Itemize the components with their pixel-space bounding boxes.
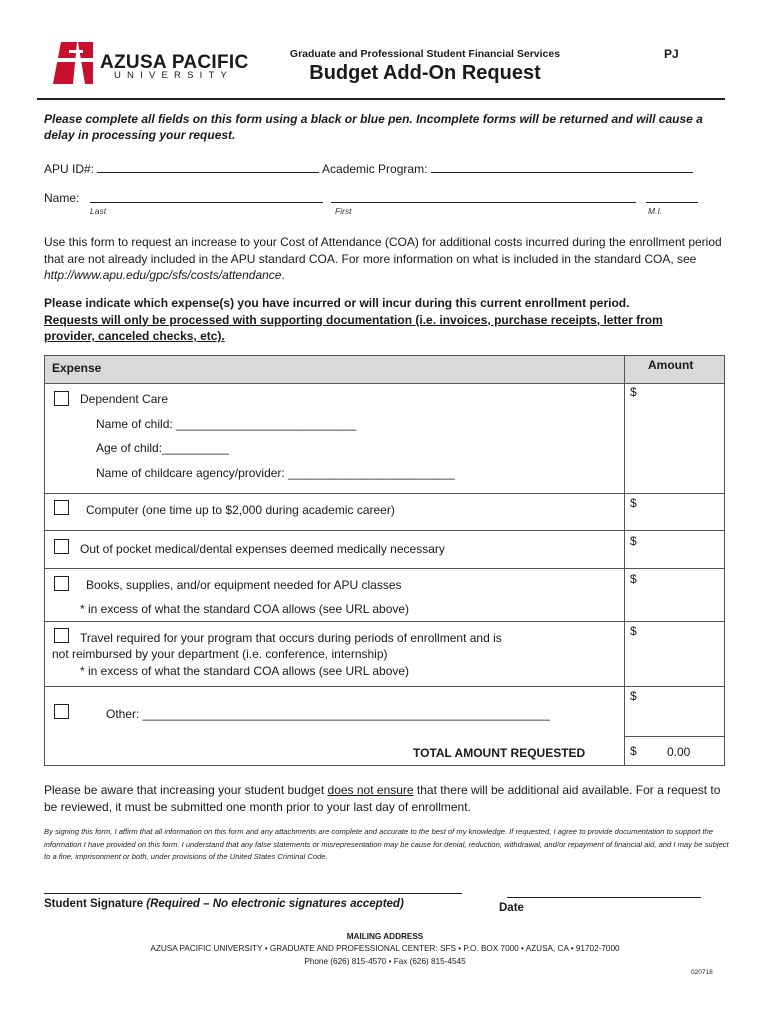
medical-checkbox[interactable] xyxy=(54,539,69,554)
intro-instructions: Please complete all fields on this form using a black or blue pen. Incomplete forms will be returned and will cause a delay in processing your request. xyxy=(44,112,703,142)
books-label: Books, supplies, and/or equipment needed for APU classes xyxy=(86,578,402,592)
books-checkbox[interactable] xyxy=(54,576,69,591)
coa-url: http://www.apu.edu/gpc/sfs/costs/attendance xyxy=(44,268,282,282)
notice-post: that there will be additional aid available. For a request to be reviewed, it must be submitted one month prior to your last day of enrollment. xyxy=(44,783,721,814)
signature-line[interactable] xyxy=(44,893,462,894)
total-currency: $ xyxy=(630,744,637,758)
signature-label: Student Signature xyxy=(44,898,144,910)
computer-amount[interactable]: $ xyxy=(630,496,637,510)
department-name: Graduate and Professional Student Financial Services xyxy=(289,48,561,60)
travel-note: * in excess of what the standard COA allows (see URL above) xyxy=(80,664,410,678)
total-value: 0.00 xyxy=(667,745,691,759)
table-header xyxy=(44,355,725,384)
travel-checkbox[interactable] xyxy=(54,628,69,643)
apu-id-label: APU ID#: xyxy=(44,162,95,176)
legal-affirmation: By signing this form, I affirm that all information on this form and any attachments are complete and accurate to the best of my knowledge. If requested, I agree to provide documentation to support the information I have provided on this form. I understand that any false statements or misrepresentation may be cause for denial, reduction, withdrawal, and/or repayment of financial aid, and I may be subject to a fine, imprisonment or both, under provisions of the United States Criminal Code. xyxy=(44,827,729,861)
books-note: * in excess of what the standard COA allows (see URL above) xyxy=(80,602,410,616)
mailing-address: AZUSA PACIFIC UNIVERSITY • GRADUATE AND PROFESSIONAL CENTER: SFS • P.O. BOX 7000 • AZUSA, CA • 91702-7000 xyxy=(150,944,620,953)
coa-info xyxy=(44,234,724,284)
signature-caption xyxy=(44,898,404,910)
header-divider xyxy=(37,98,725,100)
middle-initial-field[interactable] xyxy=(646,191,698,203)
other-line[interactable]: Other: _____________________________________________________________ xyxy=(106,707,550,721)
last-name-field[interactable] xyxy=(90,191,323,203)
first-name-field[interactable] xyxy=(331,191,636,203)
date-label: Date xyxy=(499,902,524,914)
col-amount: Amount xyxy=(648,358,694,372)
first-label: First xyxy=(335,206,352,216)
total-divider xyxy=(624,736,725,737)
medical-label: Out of pocket medical/dental expenses deemed medically necessary xyxy=(80,542,445,556)
row-divider xyxy=(44,568,725,569)
date-line[interactable] xyxy=(507,897,701,898)
row-divider xyxy=(44,530,725,531)
name-label: Name: xyxy=(44,191,80,205)
program-label: Academic Program: xyxy=(322,162,428,176)
travel-label-1: Travel required for your program that occurs during periods of enrollment and is xyxy=(80,631,502,645)
logo-subtitle: UNIVERSITY xyxy=(114,70,234,81)
travel-label-2: not reimbursed by your department (i.e. conference, internship) xyxy=(52,647,388,661)
child-age-line[interactable]: Age of child:__________ xyxy=(96,441,229,455)
travel-amount[interactable]: $ xyxy=(630,624,637,638)
instruction-line-2: Requests will only be processed with supporting documentation (i.e. invoices, purchase receipts, letter from provider, canceled checks, etc). xyxy=(44,312,663,343)
apu-logo-icon xyxy=(51,40,95,86)
total-label: TOTAL AMOUNT REQUESTED xyxy=(413,746,586,760)
row-divider xyxy=(44,493,725,494)
form-code: PJ xyxy=(664,47,679,61)
agency-line[interactable]: Name of childcare agency/provider: _________________________ xyxy=(96,466,455,480)
program-field[interactable] xyxy=(431,161,693,173)
notice-pre: Please be aware that increasing your student budget xyxy=(44,783,328,797)
books-amount[interactable]: $ xyxy=(630,572,637,586)
budget-notice xyxy=(44,782,728,816)
last-label: Last xyxy=(90,206,107,216)
apu-id-field[interactable] xyxy=(97,161,319,173)
dependent-care-checkbox[interactable] xyxy=(54,391,69,406)
child-name-line[interactable]: Name of child: ___________________________ xyxy=(96,417,357,431)
dependent-care-amount[interactable]: $ xyxy=(630,385,637,399)
instruction-line-1: Please indicate which expense(s) you have incurred or will incur during this current enrollment period. xyxy=(44,296,630,310)
signature-note: (Required – No electronic signatures accepted) xyxy=(146,898,404,910)
notice-emphasis: does not ensure xyxy=(327,783,414,797)
expense-instructions xyxy=(44,295,724,345)
dependent-care-label: Dependent Care xyxy=(80,392,169,406)
mi-label: M.I. xyxy=(648,206,663,216)
row-divider xyxy=(44,621,725,622)
other-amount[interactable]: $ xyxy=(630,689,637,703)
coa-info-text: Use this form to request an increase to your Cost of Attendance (COA) for additional costs incurred during the enrollment period that are not already included in the APU standard COA. For more information on what is included in the standard COA, see xyxy=(44,235,722,266)
revision-code: 020718 xyxy=(691,969,713,976)
other-checkbox[interactable] xyxy=(54,704,69,719)
logo-name: AZUSA PACIFIC xyxy=(100,52,249,73)
apu-id-row xyxy=(44,161,693,176)
row-divider xyxy=(44,686,725,687)
computer-checkbox[interactable] xyxy=(54,500,69,515)
medical-amount[interactable]: $ xyxy=(630,534,637,548)
amount-column-divider xyxy=(624,355,625,766)
contact-numbers: Phone (626) 815-4570 • Fax (626) 815-4545 xyxy=(304,957,466,966)
page-title: Budget Add-On Request xyxy=(309,62,541,84)
coa-info-end: . xyxy=(281,268,285,282)
mailing-heading: MAILING ADDRESS xyxy=(346,932,424,941)
col-expense: Expense xyxy=(52,361,102,375)
computer-label: Computer (one time up to $2,000 during academic career) xyxy=(86,503,395,517)
